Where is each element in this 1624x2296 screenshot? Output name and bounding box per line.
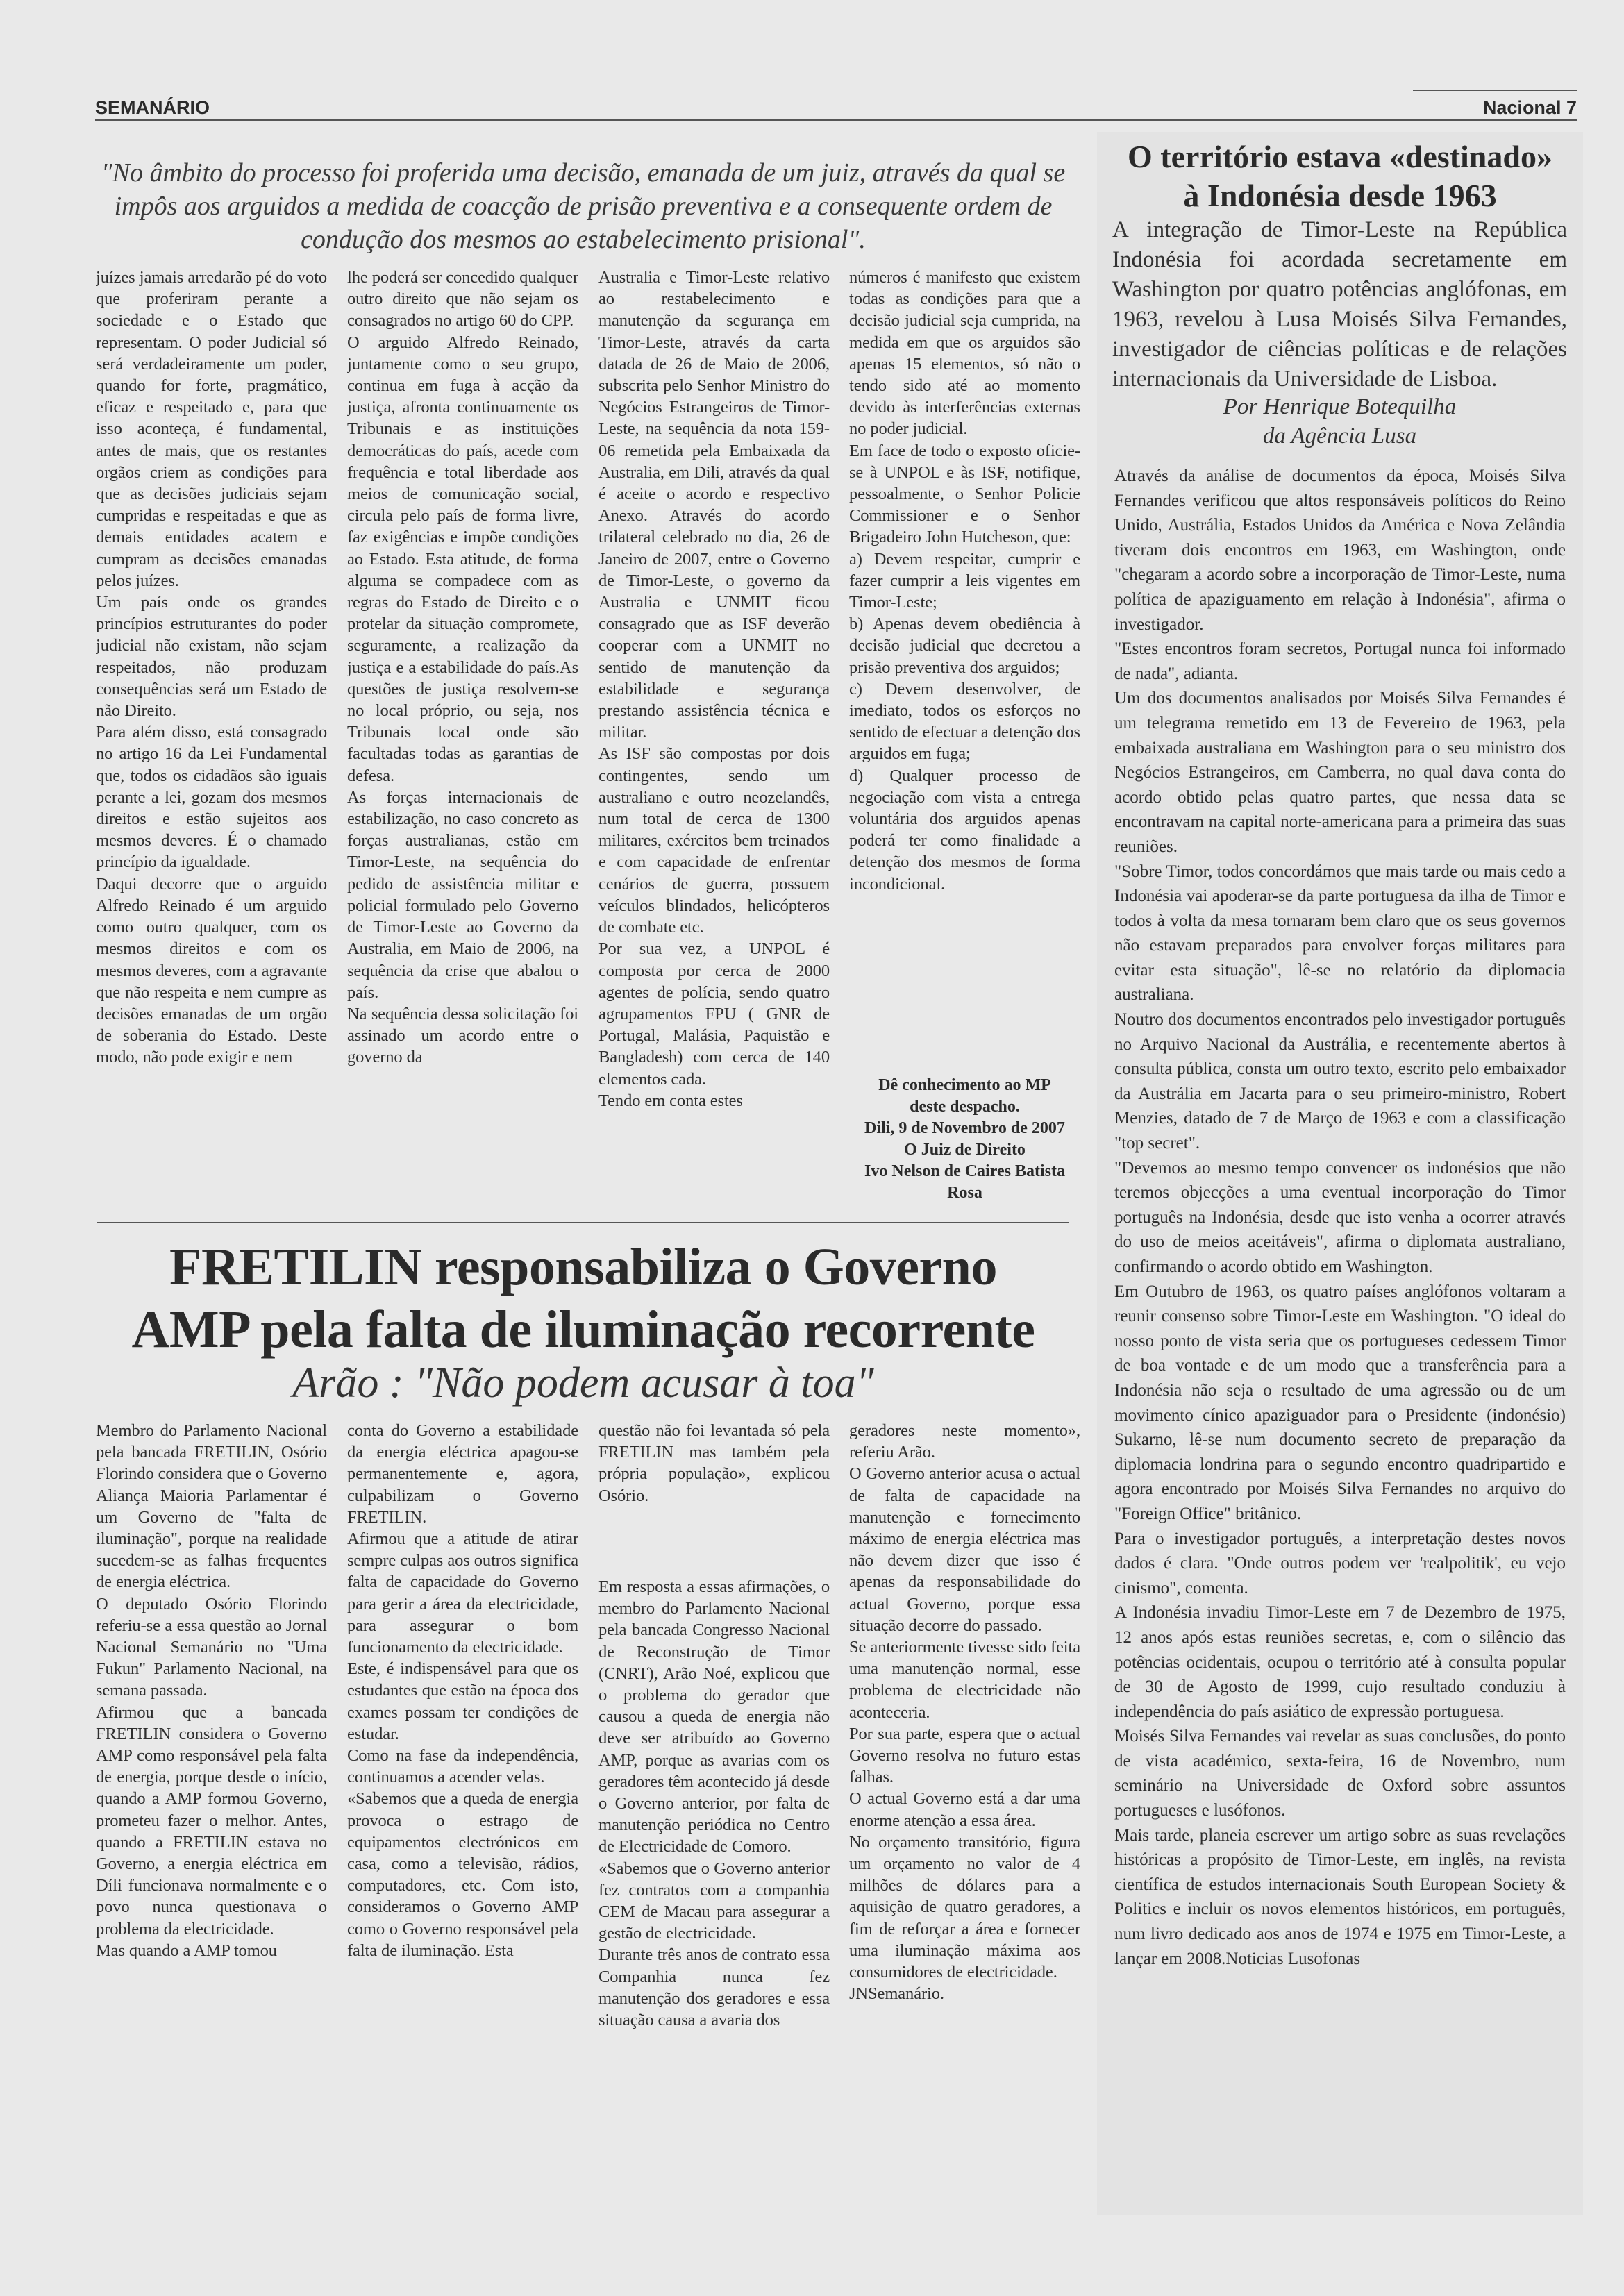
article-divider [97, 1222, 1069, 1223]
publication-name: SEMANÁRIO [95, 97, 210, 118]
sidebar-byline: Por Henrique Botequilha da Agência Lusa [1223, 394, 1457, 449]
bottom-subheading [598, 1552, 830, 1576]
bottom-article-column-3b: Em resposta a essas afirmações, o membro do Parlamento Nacional pela bancada Congresso Nacional de Reconstrução de Timor (CNRT), Arão Noé, explicou que o problema do gerador que causou a queda de energia não deve ser atribuído ao Governo AMP, porque as avarias com os geradores têm acontecido já desde o Governo anterior, por falta de manutenção periódica no Centro de Electricidade de Comoro. «Sabemos que o Governo anterior fez contratos com a companhia CEM de Macau para assegurar a gestão de electricidade. Durante três anos de contrato essa Companhia nunca fez manutenção dos geradores e essa situação causa a avaria dos [598, 1577, 830, 2030]
sidebar-body: Através da análise de documentos da época, Moisés Silva Fernandes verificou que altos responsáveis políticos do Reino Unido, Austrália, Estados Unidos da América e Nova Zelândia tiveram dois encontros em 1963, em Washington, onde "chegaram a acordo sobre a incorporação de Timor-Leste, numa política de apaziguamento em relação à Indonésia", afirma o investigador. "Estes encontros foram secretos, Portugal nunca foi informado de nada", adianta. Um dos documentos analisados por Moisés Silva Fernandes é um telegrama remetido em 13 de Fevereiro de 1963, pela embaixada australiana em Washington para o seu ministro dos Negócios Estrangeiros, em Camberra, no qual dava conta do acordo obtido pelas quatro partes, que nessa data se encontravam na capital norte-americana para a primeira das suas reuniões. "Sobre Timor, todos concordámos que mais tarde ou mais cedo a Indonésia vai apoderar-se da parte portuguesa da ilha de Timor e todos à volta da mesa tornaram bem claro que os seus governos não estavam preparados para envolver forças militares para evitar esta situação", lê-se no relatório da diplomacia australiana. Noutro dos documentos encontrados pelo investigador português no Arquivo Nacional da Austrália, e recentemente abertos à consulta pública, consta um outro texto, escrito pelo embaixador da Austrália em Jacarta para o seu primeiro-ministro, Robert Menzies, datado de 7 de Março de 1963 e com a classificação "top secret". "Devemos ao mesmo tempo convencer os indonésios que não teremos objecções a uma eventual incorporação do Timor português na Indonésia, desde que isto venha a ocorrer através do uso de meios aceitáveis", afirma o diplomata australiano, confirmando o acordo obtido em Washington. Em Outubro de 1963, os quatro países anglófonos voltaram a reunir consenso sobre Timor-Leste em Washington. "O ideal do nosso ponto de vista seria que os portugueses cedessem Timor de boa vontade e de um modo que a transferência para a Indonésia não seja o resultado de uma agressão ou de um movimento cínico apaziguador para o Presidente (indonésio) Sukarno, lê-se num documento secreto de preparação da diplomacia londrina para o segundo encontro quadripartido e agora encontrado por Moisés Silva Fernandes no arquivo do "Foreign Office" britânico. Para o investigador português, a interpretação destes novos dados é clara. "Onde outros podem ver 'realpolitik', eu vejo cinismo", comenta. A Indonésia invadiu Timor-Leste em 7 de Dezembro de 1975, 12 anos após estas reuniões secretas, e, com o silêncio das potências ocidentais, ocupou o território até à consulta popular de 30 de Agosto de 1999, cujo resultado conduziu à independência do país asiático de expressão portuguesa. Moisés Silva Fernandes vai revelar as suas conclusões, do ponto de vista académico, sexta-feira, 16 de Novembro, num seminário na Universidade de Oxford sobre assuntos portugueses e lusófonos. Mais tarde, planeia escrever um artigo sobre as suas revelações históricas a propósito de Timor-Leste, em inglês, na revista científica de estudos internacionais South European Society & Politics e incluir os novos elementos históricos, em português, num livro dedicado aos anos de 1974 e 1975 em Timor-Leste, a lançar em 2008.Noticias Lusofonas [1114, 467, 1566, 1968]
section-name: Nacional [1482, 97, 1562, 118]
judge-signature: Dê conhecimento ao MP deste despacho. Dili, 9 de Novembro de 2007 O Juiz de Direito Ivo Nelson de Caires Batista Rosa [864, 1076, 1065, 1202]
top-article-column-3: Australia e Timor-Leste relativo ao restabelecimento e manutenção da segurança em Timor-Leste, através da carta datada de 26 de Maio de 2006, subscrita pelo Senhor Ministro do Negócios Estrangeiros de Timor-Leste, na sequência da nota 159-06 remetida pela Embaixada da Australia, em Dili, através da qual é aceite o acordo e respectivo Anexo. Através do acordo trilateral celebrado no dia, 26 de Janeiro de 2007, entre o Governo de Timor-Leste, o governo da Australia e UNMIT ficou consagrado que as ISF deverão cooperar com a UNMIT no sentido de manutenção da estabilidade e segurança prestando assistência técnica e militar. As ISF são compostas por dois contingentes, sendo um australiano e outro neozelandês, num total de cerca de 1300 militares, exércitos bem treinados e com capacidade de enfrentar cenários de guerra, possuem veículos blindados, helicópteros de combate etc. Por sua vez, a UNPOL é composta por cerca de 2000 agentes de polícia, sendo quatro agrupamentos FPU ( GNR de Portugal, Malásia, Paquistão e Bangladesh) com cerca de 140 elementos cada. Tendo em conta estes [598, 268, 830, 1110]
bottom-article-column-4: geradores neste momento», referiu Arão. O Governo anterior acusa o actual de falta de capacidade na manutenção e fornecimento máximo de energia eléctrica mas não devem dizer que isso é apenas da responsabilidade do actual Governo, porque essa situação decorre do passado. Se anteriormente tivesse sido feita uma manutenção normal, esse problema de electricidade não aconteceria. Por sua parte, espera que o actual Governo resolva no futuro estas falhas. O actual Governo está a dar uma enorme atenção a essa área. No orçamento transitório, figura um orçamento no valor de 4 milhões de dólares para a aquisição de quatro geradores, a fim de reforçar a área e fornecer uma iluminação máxima aos consumidores de electricidade. JNSemanário. [849, 1421, 1080, 2004]
top-article-column-4: números é manifesto que existem todas as condições para que a decisão judicial seja cumprida, na medida em que os arguidos são apenas 15 elementos, só não o tendo sido até ao momento devido às interferências externas no poder judicial. Em face de todo o exposto oficie-se à UNPOL e às ISF, notifique, pessoalmente, o Senhor Policie Commissioner e o Senhor Brigadeiro John Hutcheson, que: a) Devem respeitar, cumprir e fazer cumprir a leis vigentes em Timor-Leste; b) Apenas devem obediência à decisão judicial que decretou a prisão preventiva dos arguidos; c) Devem desenvolver, de imediato, todos os esforços no sentido de efectuar a detenção dos arguidos em fuga; d) Qualquer processo de negociação com vista a entrega voluntária dos arguidos apenas poderá ter como finalidade a detenção dos mesmos de forma incondicional. [849, 268, 1080, 894]
sidebar-lede: A integração de Timor-Leste na República Indonésia foi acordada secretamente em Washington por quatro potências anglófonas, em 1963, revelou à Lusa Moisés Silva Fernandes, investigador de ciências políticas e de relações internacionais da Universidade de Lisboa. [1112, 217, 1567, 392]
page-number: 7 [1566, 97, 1577, 118]
pull-quote: "No âmbito do processo foi proferida uma decisão, emanada de um juiz, através da qual se impôs aos arguidos a medida de coacção de prisão preventiva e a consequente ordem de condução dos mesmos ao estabelecimento prisional". [101, 158, 1066, 254]
kicker-quote: Arão : "Não podem acusar à toa" [292, 1359, 874, 1407]
page-label [1483, 97, 1577, 119]
bottom-article-column-2: conta do Governo a estabilidade da energia eléctrica apagou-se permanentemente e, agora, culpabilizam o Governo FRETILIN. Afirmou que a atitude de atirar sempre culpas aos outros significa falta de capacidade do Governo para gerir a área da electricidade, para assegurar o bom funcionamento da electricidade. Este, é indispensável para que os estudantes que estão na época dos exames possam ter condições de estudar. Como na fase da independência, continuamos a acender velas. «Sabemos que a queda de energia provoca o estrago de equipamentos electrónicos em casa, como a televisão, rádios, computadores, etc. Com isto, consideramos o Governo AMP como o Governo responsável pela falta de iluminação. Esta [347, 1421, 578, 1960]
bottom-article-column-3a: questão não foi levantada só pela FRETILIN mas também pela própria população», explicou Osório. [598, 1421, 830, 1505]
sidebar-title: O território estava «destinado» à Indonésia desde 1963 [1128, 139, 1552, 213]
header-rule-right [1413, 90, 1577, 91]
bottom-article-column-1: Membro do Parlamento Nacional pela bancada FRETILIN, Osório Florindo considera que o Governo Aliança Maioria Parlamentar é um Governo de "falta de iluminação", porque na realidade sucedem-se as falhas frequentes de energia eléctrica. O deputado Osório Florindo referiu-se a essa questão ao Jornal Nacional Semanário no "Uma Fukun" Parlamento Nacional, na semana passada. Afirmou que a bancada FRETILIN considera o Governo AMP como responsável pela falta de energia, porque desde o início, quando a AMP formou Governo, prometeu fazer o melhor. Antes, quando a FRETILIN estava no Governo, a energia eléctrica em Díli funcionava normalmente e o povo nunca questionava o problema da electricidade. Mas quando a AMP tomou [96, 1421, 327, 1960]
header-rule [95, 119, 1577, 121]
top-article-column-1: juízes jamais arredarão pé do voto que proferiram perante a sociedade e o Estado que representam. O poder Judicial só será verdadeiramente um poder, quando for forte, pragmático, eficaz e respeitado e, para que isso aconteça, é fundamental, antes de mais, que os restantes orgãos criem as condições para que as decisões judiciais sejam cumpridas e respeitadas e que as demais entidades acatem e cumpram as decisões emanadas pelos juízes. Um país onde os grandes princípios estruturantes do poder judicial não existam, não sejam respeitados, não produzam consequências será um Estado de não Direito. Para além disso, está consagrado no artigo 16 da Lei Fundamental que, todos os cidadãos são iguais perante a lei, gozam dos mesmos direitos e estão sujeitos aos mesmos deveres. É o chamado princípio da igualdade. Daqui decorre que o arguido Alfredo Reinado é um arguido como outro qualquer, com os mesmos direitos e com os mesmos deveres, com a agravante que não respeita e nem cumpre as decisões emanadas de um orgão de soberania do Estado. Deste modo, não pode exigir e nem [96, 268, 327, 1067]
top-article-column-2: lhe poderá ser concedido qualquer outro direito que não sejam os consagrados no artigo 60 do CPP. O arguido Alfredo Reinado, juntamente como o seu grupo, continua em fuga à acção da justiça, afronta continuamente os Tribunais e as instituições democráticas do país, acede com frequência e total liberdade aos meios de comunicação social, circula pelo país de forma livre, faz exigências e impõe condições ao Estado. Esta atitude, de forma alguma se compadece com as regras do Estado de Direito e o protelar da situação compromete, seguramente, a realização da justiça e a estabilidade do país.As questões de justiça resolvem-se no local próprio, ou seja, nos Tribunais local onde são facultadas todas as garantias de defesa. As forças internacionais de estabilização, no caso concreto as forças australianas, estão em Timor-Leste, na sequência do pedido de assistência militar e policial formulado pelo Governo de Timor-Leste ao Governo da Australia, em Maio de 2006, na sequência da crise que abalou o país. Na sequência dessa solicitação foi assinado um acordo entre o governo da [347, 268, 578, 1067]
headline: FRETILIN responsabiliza o Governo AMP pela falta de iluminação recorrente [131, 1238, 1035, 1359]
